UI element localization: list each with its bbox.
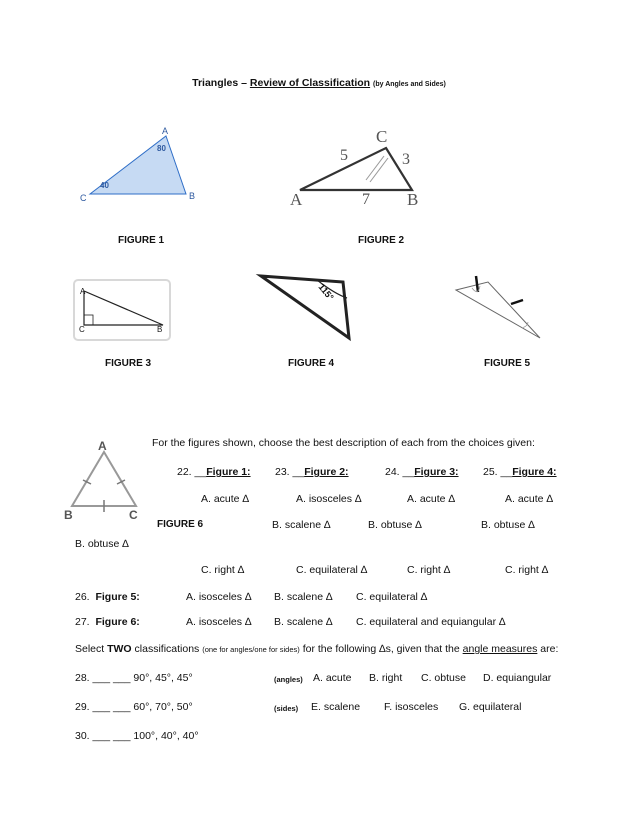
q24-option-c[interactable]: C. right ∆	[407, 564, 451, 576]
figure-1-label: FIGURE 1	[118, 235, 165, 246]
q27-figure: Figure 6:	[95, 616, 140, 628]
fig2-vertex-c: C	[376, 127, 388, 146]
fig1-angle-c: 40	[100, 181, 109, 190]
q24-option-a[interactable]: A. acute ∆	[407, 493, 455, 505]
q28-number: 28. ___ ___ 90°, 45°, 45°	[75, 672, 193, 684]
q28-option-a[interactable]: A. acute	[313, 672, 352, 684]
select-pre: Select	[75, 643, 108, 655]
q29-option-g[interactable]: G. equilateral	[459, 701, 522, 713]
figure-5-triangle	[450, 270, 550, 342]
figure-6-label: FIGURE 6	[157, 519, 204, 530]
title-main: Triangles –	[192, 77, 250, 89]
q27-header	[75, 616, 140, 628]
q27-option-a[interactable]: A. isosceles ∆	[186, 616, 252, 628]
fig1-vertex-b: B	[189, 191, 196, 201]
title-underlined: Review of Classification	[249, 77, 371, 89]
select-two: TWO	[107, 643, 132, 655]
q29-tag: (sides)	[274, 704, 299, 713]
select-end: are:	[537, 643, 559, 655]
q26-header	[75, 591, 140, 603]
figure-5-label: FIGURE 5	[484, 358, 531, 369]
q22-option-c[interactable]: C. right ∆	[201, 564, 245, 576]
fig2-side-ac: 5	[340, 147, 348, 164]
fig1-vertex-a: A	[162, 126, 169, 136]
fig3-vertex-a: A	[80, 287, 86, 296]
fig2-side-ab: 7	[362, 191, 370, 208]
q28-option-c[interactable]: C. obtuse	[421, 672, 466, 684]
q25-option-c[interactable]: C. right ∆	[505, 564, 549, 576]
q25-figure: Figure 4:	[512, 466, 557, 478]
q29-option-f[interactable]: F. isosceles	[384, 701, 439, 713]
q24-figure: Figure 3:	[414, 466, 459, 478]
q25-option-b[interactable]: B. obtuse ∆	[481, 519, 535, 531]
q23-option-c[interactable]: C. equilateral ∆	[296, 564, 368, 576]
figure-4-triangle	[255, 272, 355, 342]
fig1-angle-a: 80	[157, 144, 166, 153]
select-note: (one for angles/one for sides)	[202, 645, 300, 654]
page-title	[0, 77, 638, 89]
select-post: for the following ∆s, given that the	[299, 643, 463, 655]
q23-header	[275, 466, 349, 478]
q22-header	[177, 466, 251, 478]
instructions: For the figures shown, choose the best description of each from the choices given:	[152, 437, 535, 449]
fig2-vertex-a: A	[290, 190, 303, 209]
title-subtitle: (by Angles and Sides)	[373, 81, 446, 88]
q25-option-a[interactable]: A. acute ∆	[505, 493, 553, 505]
q26-option-a[interactable]: A. isosceles ∆	[186, 591, 252, 603]
q28-option-b[interactable]: B. right	[369, 672, 403, 684]
q27-option-c[interactable]: C. equilateral and equiangular ∆	[356, 616, 506, 628]
q26-number: 26.	[75, 591, 90, 603]
fig6-vertex-b: B	[64, 508, 73, 522]
q24-number: 24. __	[385, 466, 415, 478]
select-mid: classifications	[131, 643, 203, 655]
figure-2-label: FIGURE 2	[358, 235, 405, 246]
figure-6-triangle	[64, 440, 154, 520]
q26-option-c[interactable]: C. equilateral ∆	[356, 591, 428, 603]
fig2-side-cb: 3	[402, 151, 410, 168]
q23-figure: Figure 2:	[304, 466, 349, 478]
q22-option-b[interactable]: B. obtuse ∆	[75, 538, 129, 550]
q29-number: 29. ___ ___ 60°, 70°, 50°	[75, 701, 193, 713]
q25-number: 25. __	[483, 466, 513, 478]
q22-option-a[interactable]: A. acute ∆	[201, 493, 249, 505]
q26-option-b[interactable]: B. scalene ∆	[274, 591, 333, 603]
q22-number: 22. __	[177, 466, 207, 478]
fig1-vertex-c: C	[80, 193, 87, 203]
fig3-vertex-b: B	[157, 325, 163, 334]
q25-header	[483, 466, 557, 478]
q26-figure: Figure 5:	[95, 591, 140, 603]
q28-option-d[interactable]: D. equiangular	[483, 672, 552, 684]
fig2-vertex-b: B	[407, 190, 419, 209]
fig3-vertex-c: C	[79, 325, 85, 334]
figure-4-label: FIGURE 4	[288, 358, 335, 369]
figure-3-label: FIGURE 3	[105, 358, 152, 369]
select-instructions	[75, 643, 558, 655]
select-angle-measures: angle measures	[462, 643, 538, 655]
q23-number: 23. __	[275, 466, 305, 478]
fig6-vertex-a: A	[98, 439, 107, 453]
q23-option-a[interactable]: A. isosceles ∆	[296, 493, 362, 505]
q24-option-b[interactable]: B. obtuse ∆	[368, 519, 422, 531]
q29-option-e[interactable]: E. scalene	[311, 701, 361, 713]
q24-header	[385, 466, 459, 478]
fig4-angle-label: 115°	[316, 281, 336, 303]
q23-option-b[interactable]: B. scalene ∆	[272, 519, 331, 531]
q22-figure: Figure 1:	[206, 466, 251, 478]
q27-number: 27.	[75, 616, 90, 628]
q27-option-b[interactable]: B. scalene ∆	[274, 616, 333, 628]
fig6-vertex-c: C	[129, 508, 138, 522]
q28-tag: (angles)	[274, 675, 303, 684]
q30-number: 30. ___ ___ 100°, 40°, 40°	[75, 730, 199, 742]
